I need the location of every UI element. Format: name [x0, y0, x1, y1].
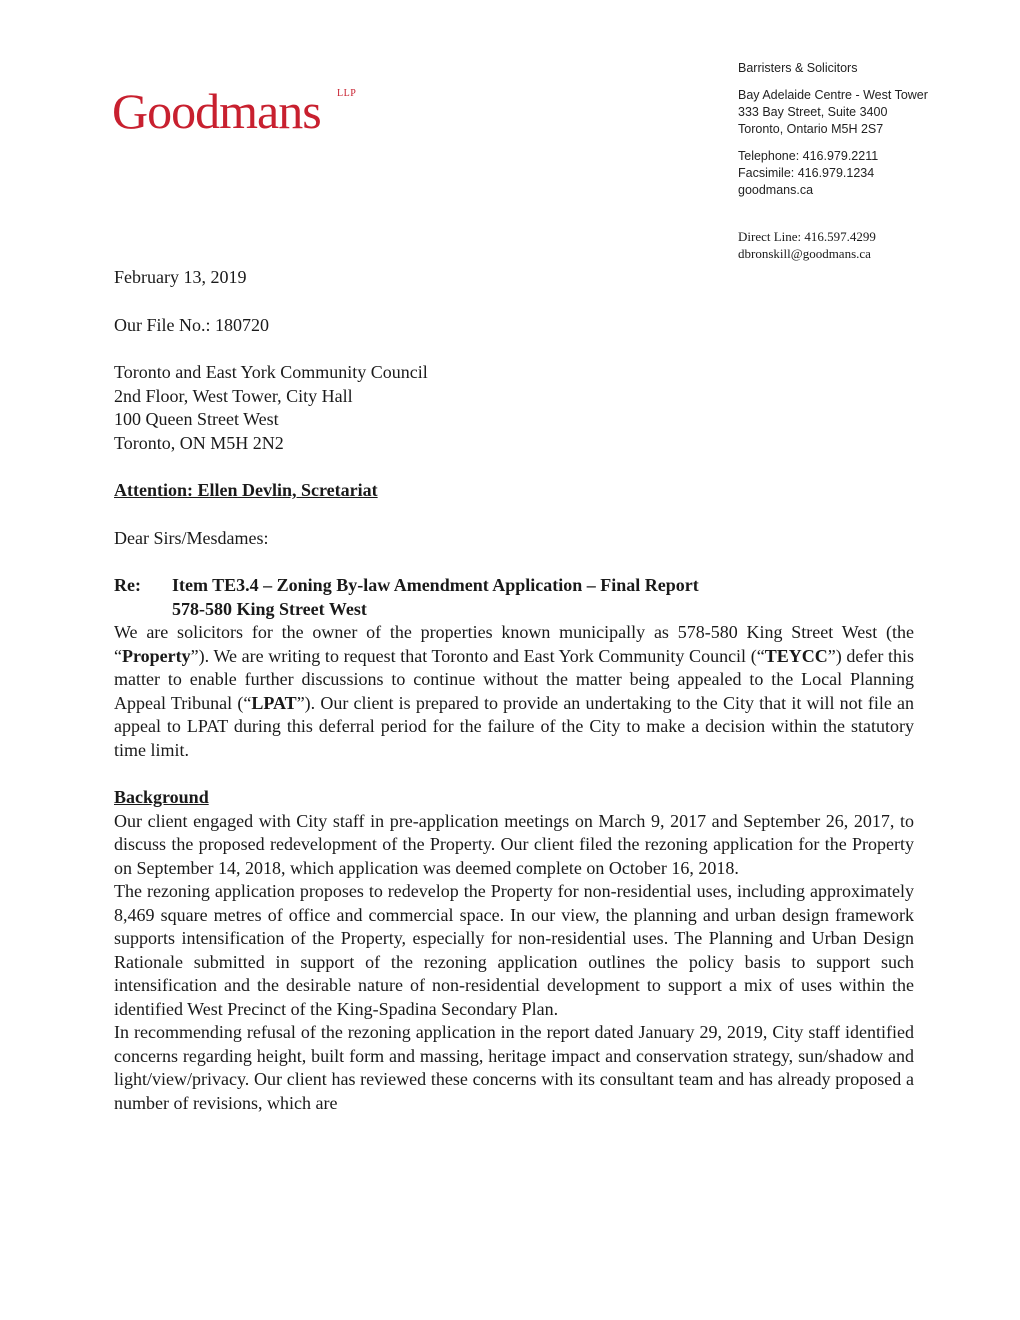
- subject-block: [114, 574, 914, 621]
- recipient-address: [114, 361, 914, 455]
- email-address: dbronskill@goodmans.ca: [738, 246, 871, 261]
- letter-body: [114, 266, 914, 1115]
- intro-text: ”). We are writing to request that Toronto and East York Community Council (“: [190, 645, 765, 666]
- paragraph-background-1: Our client engaged with City staff in pre-application meetings on March 9, 2017 and September 26, 2017, to discuss the proposed redevelopment of the Property. Our client filed the rezoning application for the Property on September 14, 2018, which application was deemed complete on October 16, 2018.: [114, 810, 914, 878]
- subject-text: [172, 574, 699, 621]
- firm-logo-llp: LLP: [337, 88, 357, 99]
- website: goodmans.ca: [738, 183, 814, 197]
- paragraph-intro: [114, 621, 914, 762]
- salutation: Dear Sirs/Mesdames:: [114, 527, 269, 548]
- recipient-line: Toronto, ON M5H 2N2: [114, 432, 284, 453]
- address-line3: Toronto, Ontario M5H 2S7: [738, 122, 884, 136]
- recipient-line: 2nd Floor, West Tower, City Hall: [114, 385, 353, 406]
- intro-text: ”) defer this matter to enable further discussions to continue without the matter being appealed to the Local Planning Appeal Tribunal (“: [114, 645, 914, 713]
- paragraph-background-3: In recommending refusal of the rezoning application in the report dated January 29, 2019, City staff identified concerns regarding height, built form and massing, heritage impact and conservation strategy, sun/shadow and light/view/privacy. Our client has reviewed these concerns with its consultant team and has already proposed a number of revisions, which are: [114, 1022, 914, 1113]
- subject-line2: 578-580 King Street West: [172, 598, 367, 619]
- facsimile: Facsimile: 416.979.1234: [738, 166, 875, 180]
- recipient-line: 100 Queen Street West: [114, 409, 279, 429]
- firm-logo: Goodmans: [112, 83, 321, 139]
- recipient-line: Toronto and East York Community Council: [114, 362, 428, 382]
- firm-type: Barristers & Solicitors: [738, 61, 858, 75]
- re-label: Re:: [114, 575, 141, 595]
- telephone: Telephone: 416.979.2211: [738, 149, 879, 163]
- address-line2: 333 Bay Street, Suite 3400: [738, 105, 888, 119]
- subject-line1: Item TE3.4 – Zoning By-law Amendment Application – Final Report: [172, 575, 699, 595]
- file-number: Our File No.: 180720: [114, 314, 269, 335]
- intro-text: ”). Our client is prepared to provide an undertaking to the City that it will not file an appeal to LPAT during this deferral period for the failure of the City to make a decision within the statutory time limit.: [114, 692, 915, 760]
- letter-date: February 13, 2019: [114, 267, 247, 287]
- direct-contact: [738, 228, 876, 262]
- firm-address-block: [738, 60, 928, 199]
- paragraph-background-2: The rezoning application proposes to redevelop the Property for non-residential uses, including approximately 8,469 square metres of office and commercial space. In our view, the planning and urban design framework supports intensification of the Property, especially for non-residential uses. The Planning and Urban Design Rationale submitted in support of the rezoning application outlines the policy basis to support such intensification and the desirable nature of non-residential development to support a mix of uses within the identified West Precinct of the King-Spadina Secondary Plan.: [114, 881, 914, 1019]
- defined-term-teycc: TEYCC: [764, 645, 828, 666]
- section-heading-background: Background: [114, 787, 209, 807]
- direct-line: Direct Line: 416.597.4299: [738, 229, 876, 244]
- defined-term-lpat: LPAT: [251, 692, 297, 713]
- defined-term-property: Property: [122, 645, 191, 666]
- intro-text: We are solicitors for the owner of the properties known municipally as 578-580 King Street West (the “: [114, 622, 914, 666]
- attention-line: Attention: Ellen Devlin, Scretariat: [114, 480, 378, 500]
- address-line1: Bay Adelaide Centre - West Tower: [738, 88, 928, 102]
